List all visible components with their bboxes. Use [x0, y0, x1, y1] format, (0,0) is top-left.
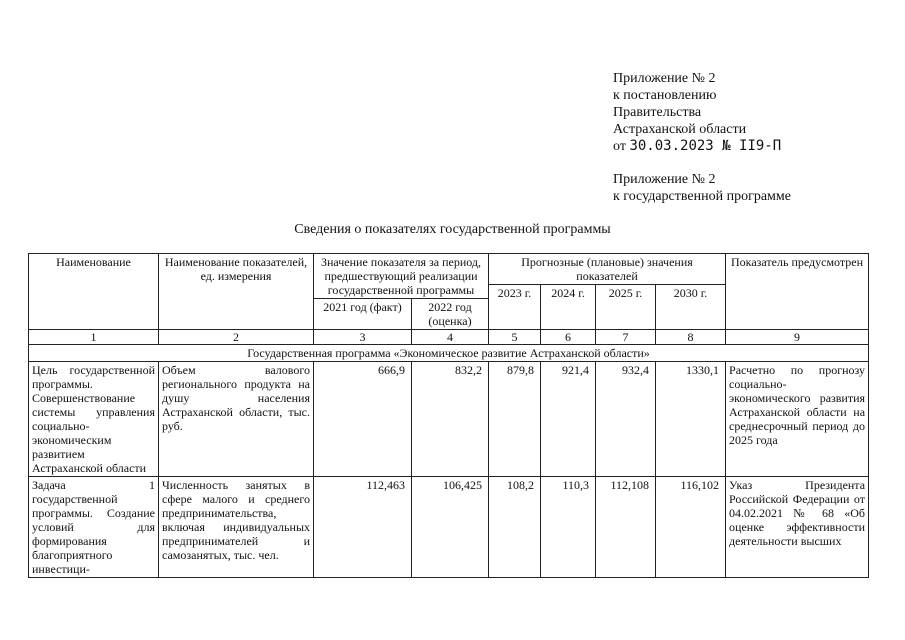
- value-2023: 108,2: [489, 477, 541, 578]
- header-row: [29, 254, 869, 285]
- decree-date-number: 30.03.2023 № II9-П: [629, 138, 782, 154]
- table-row: [29, 362, 869, 477]
- header-name: Наименование: [29, 254, 159, 330]
- row-provided: Указ Президента Российской Федерации от 04.02.2021 № 68 «Об оценке эффективности деятельности высших: [726, 477, 869, 578]
- header-year-2021: 2021 год (факт): [314, 299, 412, 330]
- header-forecast: Прогнозные (плановые) значения показателей: [489, 254, 726, 285]
- header-year-2025: 2025 г.: [596, 285, 656, 330]
- column-number: 7: [596, 330, 656, 345]
- row-provided: Расчетно по прогнозу социально-экономического развития Астраханской области на среднесрочный период до 2025 года: [726, 362, 869, 477]
- value-2025: 112,108: [596, 477, 656, 578]
- header-year-2023: 2023 г.: [489, 285, 541, 330]
- value-2025: 932,4: [596, 362, 656, 477]
- appendix-line: к постановлению: [613, 88, 717, 103]
- value-2024: 921,4: [541, 362, 596, 477]
- appendix-date-line: [613, 138, 781, 155]
- column-number: 8: [656, 330, 726, 345]
- header-prev-period: Значение показателя за период, предшествующий реализации государственной программы: [314, 254, 489, 299]
- date-prefix: от: [613, 139, 626, 154]
- appendix-block: [613, 70, 781, 155]
- row-name: Задача 1 государственной программы. Создание условий для формирования благоприятного инвестици-: [29, 477, 159, 578]
- value-2023: 879,8: [489, 362, 541, 477]
- header-indicator: Наименование показателей, ед. измерения: [159, 254, 314, 330]
- table-row: [29, 477, 869, 578]
- document-title: Сведения о показателях государственной программы: [294, 222, 611, 237]
- value-2024: 110,3: [541, 477, 596, 578]
- column-number: 3: [314, 330, 412, 345]
- column-number-row: [29, 330, 869, 345]
- row-indicator: Численность занятых в сфере малого и среднего предпринимательства, включая индивидуальных предпринимателей и самозанятых, тыс. чел.: [159, 477, 314, 578]
- column-number: 6: [541, 330, 596, 345]
- value-2021: 666,9: [314, 362, 412, 477]
- indicators-table: [28, 253, 869, 578]
- header-provided: Показатель предусмотрен: [726, 254, 869, 330]
- header-year-2022: 2022 год (оценка): [412, 299, 489, 330]
- appendix2-line: Приложение № 2: [613, 172, 716, 187]
- appendix-line: Астраханской области: [613, 122, 747, 137]
- appendix2-block: [613, 171, 791, 205]
- row-name: Цель государственной программы. Совершенствование системы управления социально-экономическим развитием Астраханской области: [29, 362, 159, 477]
- column-number: 4: [412, 330, 489, 345]
- value-2030: 116,102: [656, 477, 726, 578]
- value-2022: 832,2: [412, 362, 489, 477]
- header-year-2030: 2030 г.: [656, 285, 726, 330]
- row-indicator: Объем валового регионального продукта на душу населения Астраханской области, тыс. руб.: [159, 362, 314, 477]
- program-row: [29, 345, 869, 362]
- appendix2-line: к государственной программе: [613, 189, 791, 204]
- value-2021: 112,463: [314, 477, 412, 578]
- column-number: 2: [159, 330, 314, 345]
- column-number: 9: [726, 330, 869, 345]
- appendix-line: Правительства: [613, 105, 702, 120]
- value-2022: 106,425: [412, 477, 489, 578]
- column-number: 1: [29, 330, 159, 345]
- header-year-2024: 2024 г.: [541, 285, 596, 330]
- program-title: Государственная программа «Экономическое развитие Астраханской области»: [29, 345, 869, 362]
- appendix-line: Приложение № 2: [613, 71, 716, 86]
- column-number: 5: [489, 330, 541, 345]
- value-2030: 1330,1: [656, 362, 726, 477]
